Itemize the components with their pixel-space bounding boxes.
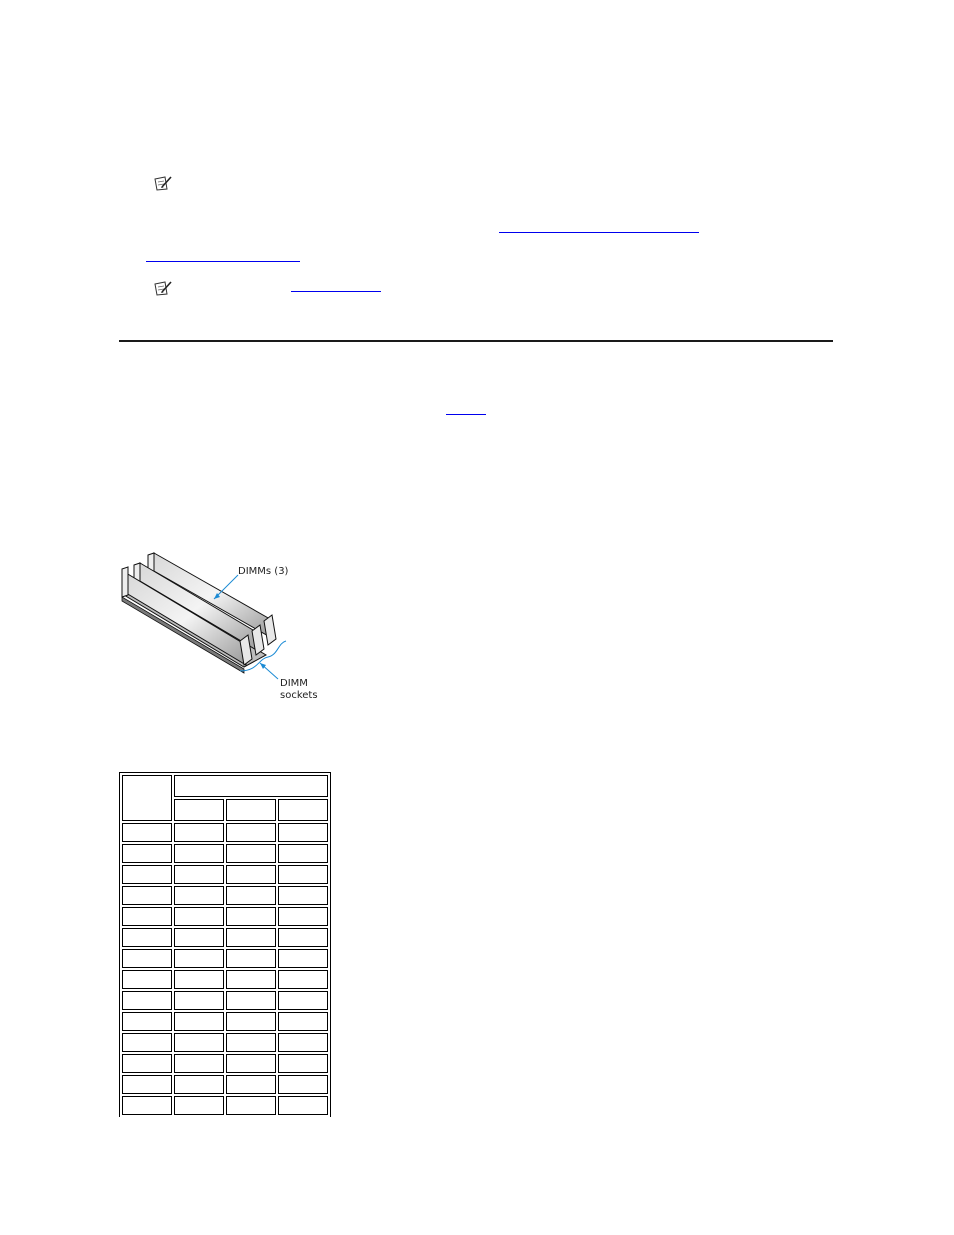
table-cell [226,1012,276,1031]
table-row [122,907,328,926]
memory-configuration-table [119,772,331,1117]
table-cell [174,1012,224,1031]
table-cell [174,823,224,842]
section-divider [119,340,833,342]
table-cell [278,1012,328,1031]
table-cell [174,865,224,884]
table-cell [122,991,172,1010]
table-cell [278,907,328,926]
table-cell [122,1075,172,1094]
table-row [122,928,328,947]
table-cell [174,928,224,947]
table-row [122,1033,328,1052]
table-row [122,1012,328,1031]
table-header-cell [122,775,172,821]
table-cell [226,991,276,1010]
table-cell [122,1096,172,1115]
table-cell [278,1075,328,1094]
table-cell [174,886,224,905]
table-cell [174,844,224,863]
table-cell [226,970,276,989]
table-row [122,865,328,884]
table-cell [226,865,276,884]
table-cell [174,1033,224,1052]
table-header-cell [226,799,276,821]
link-underline-3[interactable] [291,291,381,292]
table-cell [278,844,328,863]
table-cell [122,1012,172,1031]
note-pencil-icon [153,175,173,191]
table-row [122,1075,328,1094]
link-underline-4[interactable] [446,414,486,415]
table-cell [122,907,172,926]
table-cell [278,970,328,989]
table-header-cell [174,775,328,797]
table-cell [226,907,276,926]
table-cell [122,949,172,968]
table-cell [226,844,276,863]
table-cell [278,823,328,842]
table-cell [122,1054,172,1073]
table-cell [122,886,172,905]
table-cell [122,823,172,842]
table-row [122,970,328,989]
table-cell [174,949,224,968]
table-cell [226,1054,276,1073]
sockets-callout-label-line1: DIMM [280,678,308,689]
table-cell [122,970,172,989]
table-row [122,1054,328,1073]
table-cell [278,1054,328,1073]
table-cell [174,991,224,1010]
table-row [122,949,328,968]
table-cell [122,844,172,863]
table-header-cell [174,799,224,821]
dimm-figure [118,547,332,707]
table-row [122,886,328,905]
table-row [122,1096,328,1115]
table-cell [226,928,276,947]
table-cell [226,1075,276,1094]
table-cell [278,949,328,968]
table-cell [278,1033,328,1052]
table-row [122,844,328,863]
table-cell [122,1033,172,1052]
table-cell [122,865,172,884]
table-cell [278,991,328,1010]
table-cell [278,1096,328,1115]
table-cell [226,886,276,905]
link-underline-1[interactable] [499,232,699,233]
table-row [122,823,328,842]
table-cell [174,1054,224,1073]
table-cell [226,823,276,842]
dimms-callout-label: DIMMs (3) [238,566,289,577]
table-cell [226,1096,276,1115]
table-cell [278,865,328,884]
table-cell [174,1096,224,1115]
sockets-callout-label-line2: sockets [280,690,318,701]
table-cell [174,907,224,926]
table-cell [174,1075,224,1094]
link-underline-2[interactable] [146,261,300,262]
table-cell [122,928,172,947]
table-cell [174,970,224,989]
table-row [122,991,328,1010]
table-cell [278,928,328,947]
note-pencil-icon [153,280,173,296]
table-cell [226,949,276,968]
table-header-cell [278,799,328,821]
table-cell [278,886,328,905]
table-cell [226,1033,276,1052]
